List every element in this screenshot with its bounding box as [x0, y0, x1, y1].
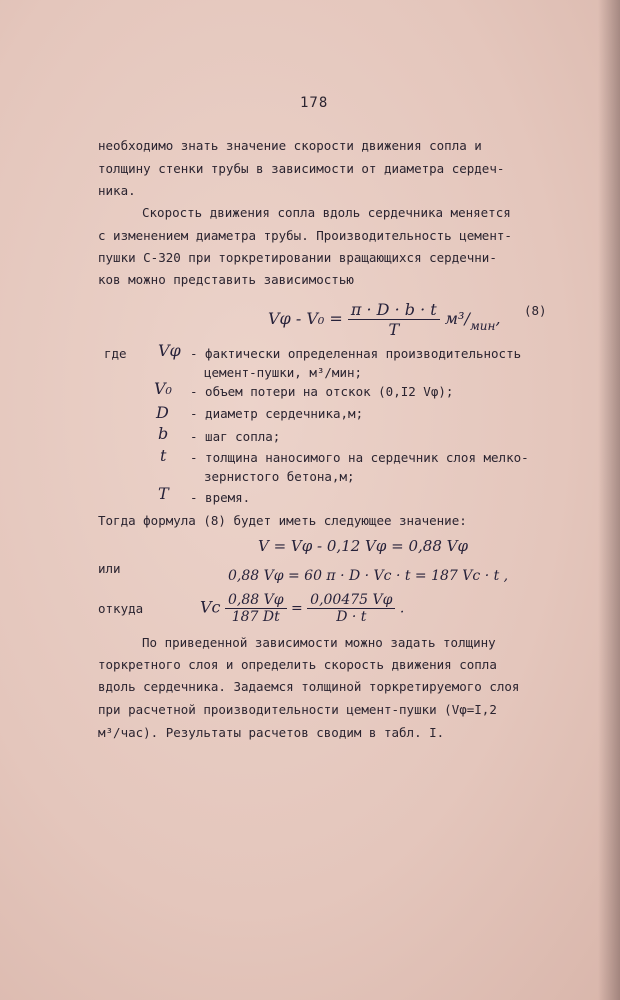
paragraph-1-line-1: необходимо знать значение скорости движения сопла и — [98, 138, 482, 153]
paragraph-3-line-5: м³/час). Результаты расчетов сводим в табл. I. — [98, 725, 445, 740]
formula-8: Vφ - V₀ = $\frac{\pi \cdot D \cdot b \cdot t}{T}$ $м^3/_{мин}$, — [268, 300, 501, 339]
formula-vc-den-2: D · t — [336, 609, 367, 625]
legend-symbol-b: b — [158, 424, 169, 443]
legend-symbol-time: T — [158, 484, 169, 503]
or-label: или — [98, 561, 121, 576]
legend-symbol-t: t — [160, 446, 167, 465]
formula-vc-lhs: Vc — [200, 597, 221, 617]
formula-v: V = Vφ - 0,12 Vφ = 0,88 Vφ — [258, 537, 468, 555]
formula-8-denominator: T — [388, 320, 400, 339]
legend-text-v-phi: - фактически определенная производительность — [190, 346, 522, 361]
paragraph-2-line-4: ков можно представить зависимостью — [98, 272, 354, 287]
paragraph-1-line-2: толщину стенки трубы в зависимости от диаметра сердеч- — [98, 161, 505, 176]
legend-text-t-cont: зернистого бетона,м; — [204, 469, 355, 484]
formula-8-numerator: π · D · b · t — [348, 300, 440, 320]
where-label: где — [104, 346, 127, 361]
formula-vc-fraction-1 — [225, 592, 287, 625]
legend-text-time: - время. — [190, 490, 251, 505]
whence-label: откуда — [98, 601, 144, 616]
formula-or: 0,88 Vφ = 60 π · D · Vc · t = 187 Vc · t , — [228, 568, 509, 584]
formula-vc-end: . — [399, 600, 405, 617]
formula-8-number: (8) — [524, 303, 547, 318]
formula-vc — [200, 592, 404, 625]
formula-8-unit-num: м³ — [444, 309, 465, 328]
page-number: 178 — [300, 95, 329, 111]
formula-vc-num-1: 0,88 Vφ — [225, 592, 287, 609]
legend-text-v0: - объем потери на отскок (0,I2 Vφ); — [190, 384, 454, 399]
legend-text-d: - диаметр сердечника,м; — [190, 406, 364, 421]
paragraph-3-line-2: торкретного слоя и определить скорость движения сопла — [98, 657, 497, 672]
paragraph-2-line-2: с изменением диаметра трубы. Производительность цемент- — [98, 228, 512, 243]
legend-text-t: - толщина наносимого на сердечник слоя мелко- — [190, 450, 529, 465]
formula-vc-num-2: 0,00475 Vφ — [307, 592, 395, 609]
then-text: Тогда формула (8) будет иметь следующее значение: — [98, 513, 467, 528]
paragraph-1-line-3: ника. — [98, 183, 136, 198]
formula-8-unit-den: мин — [469, 319, 496, 333]
legend-text-b: - шаг сопла; — [190, 429, 281, 444]
paragraph-3-line-3: вдоль сердечника. Задаемся толщиной торкретируемого слоя — [98, 679, 520, 694]
formula-vc-den-1: 187 Dt — [231, 609, 280, 625]
paragraph-3-line-4: при расчетной производительности цемент-пушки (Vφ=I,2 — [98, 702, 497, 717]
legend-text-v-phi-cont: цемент-пушки, м³/мин; — [204, 365, 363, 380]
paragraph-2-line-1: Скорость движения сопла вдоль сердечника меняется — [142, 205, 511, 220]
paragraph-2-line-3: пушки С-320 при торкретировании вращающихся сердечни- — [98, 250, 497, 265]
legend-symbol-v-phi: Vφ — [158, 341, 181, 360]
formula-8-lhs: Vφ - V₀ = — [268, 309, 343, 328]
paragraph-3-line-1: По приведенной зависимости можно задать толщину — [142, 635, 496, 650]
formula-8-comma: , — [495, 309, 501, 328]
legend-symbol-d: D — [156, 403, 169, 422]
formula-vc-equals: = — [290, 600, 303, 617]
formula-8-fraction — [348, 300, 440, 339]
legend-symbol-v0: V₀ — [154, 379, 172, 398]
formula-vc-fraction-2 — [307, 592, 395, 625]
